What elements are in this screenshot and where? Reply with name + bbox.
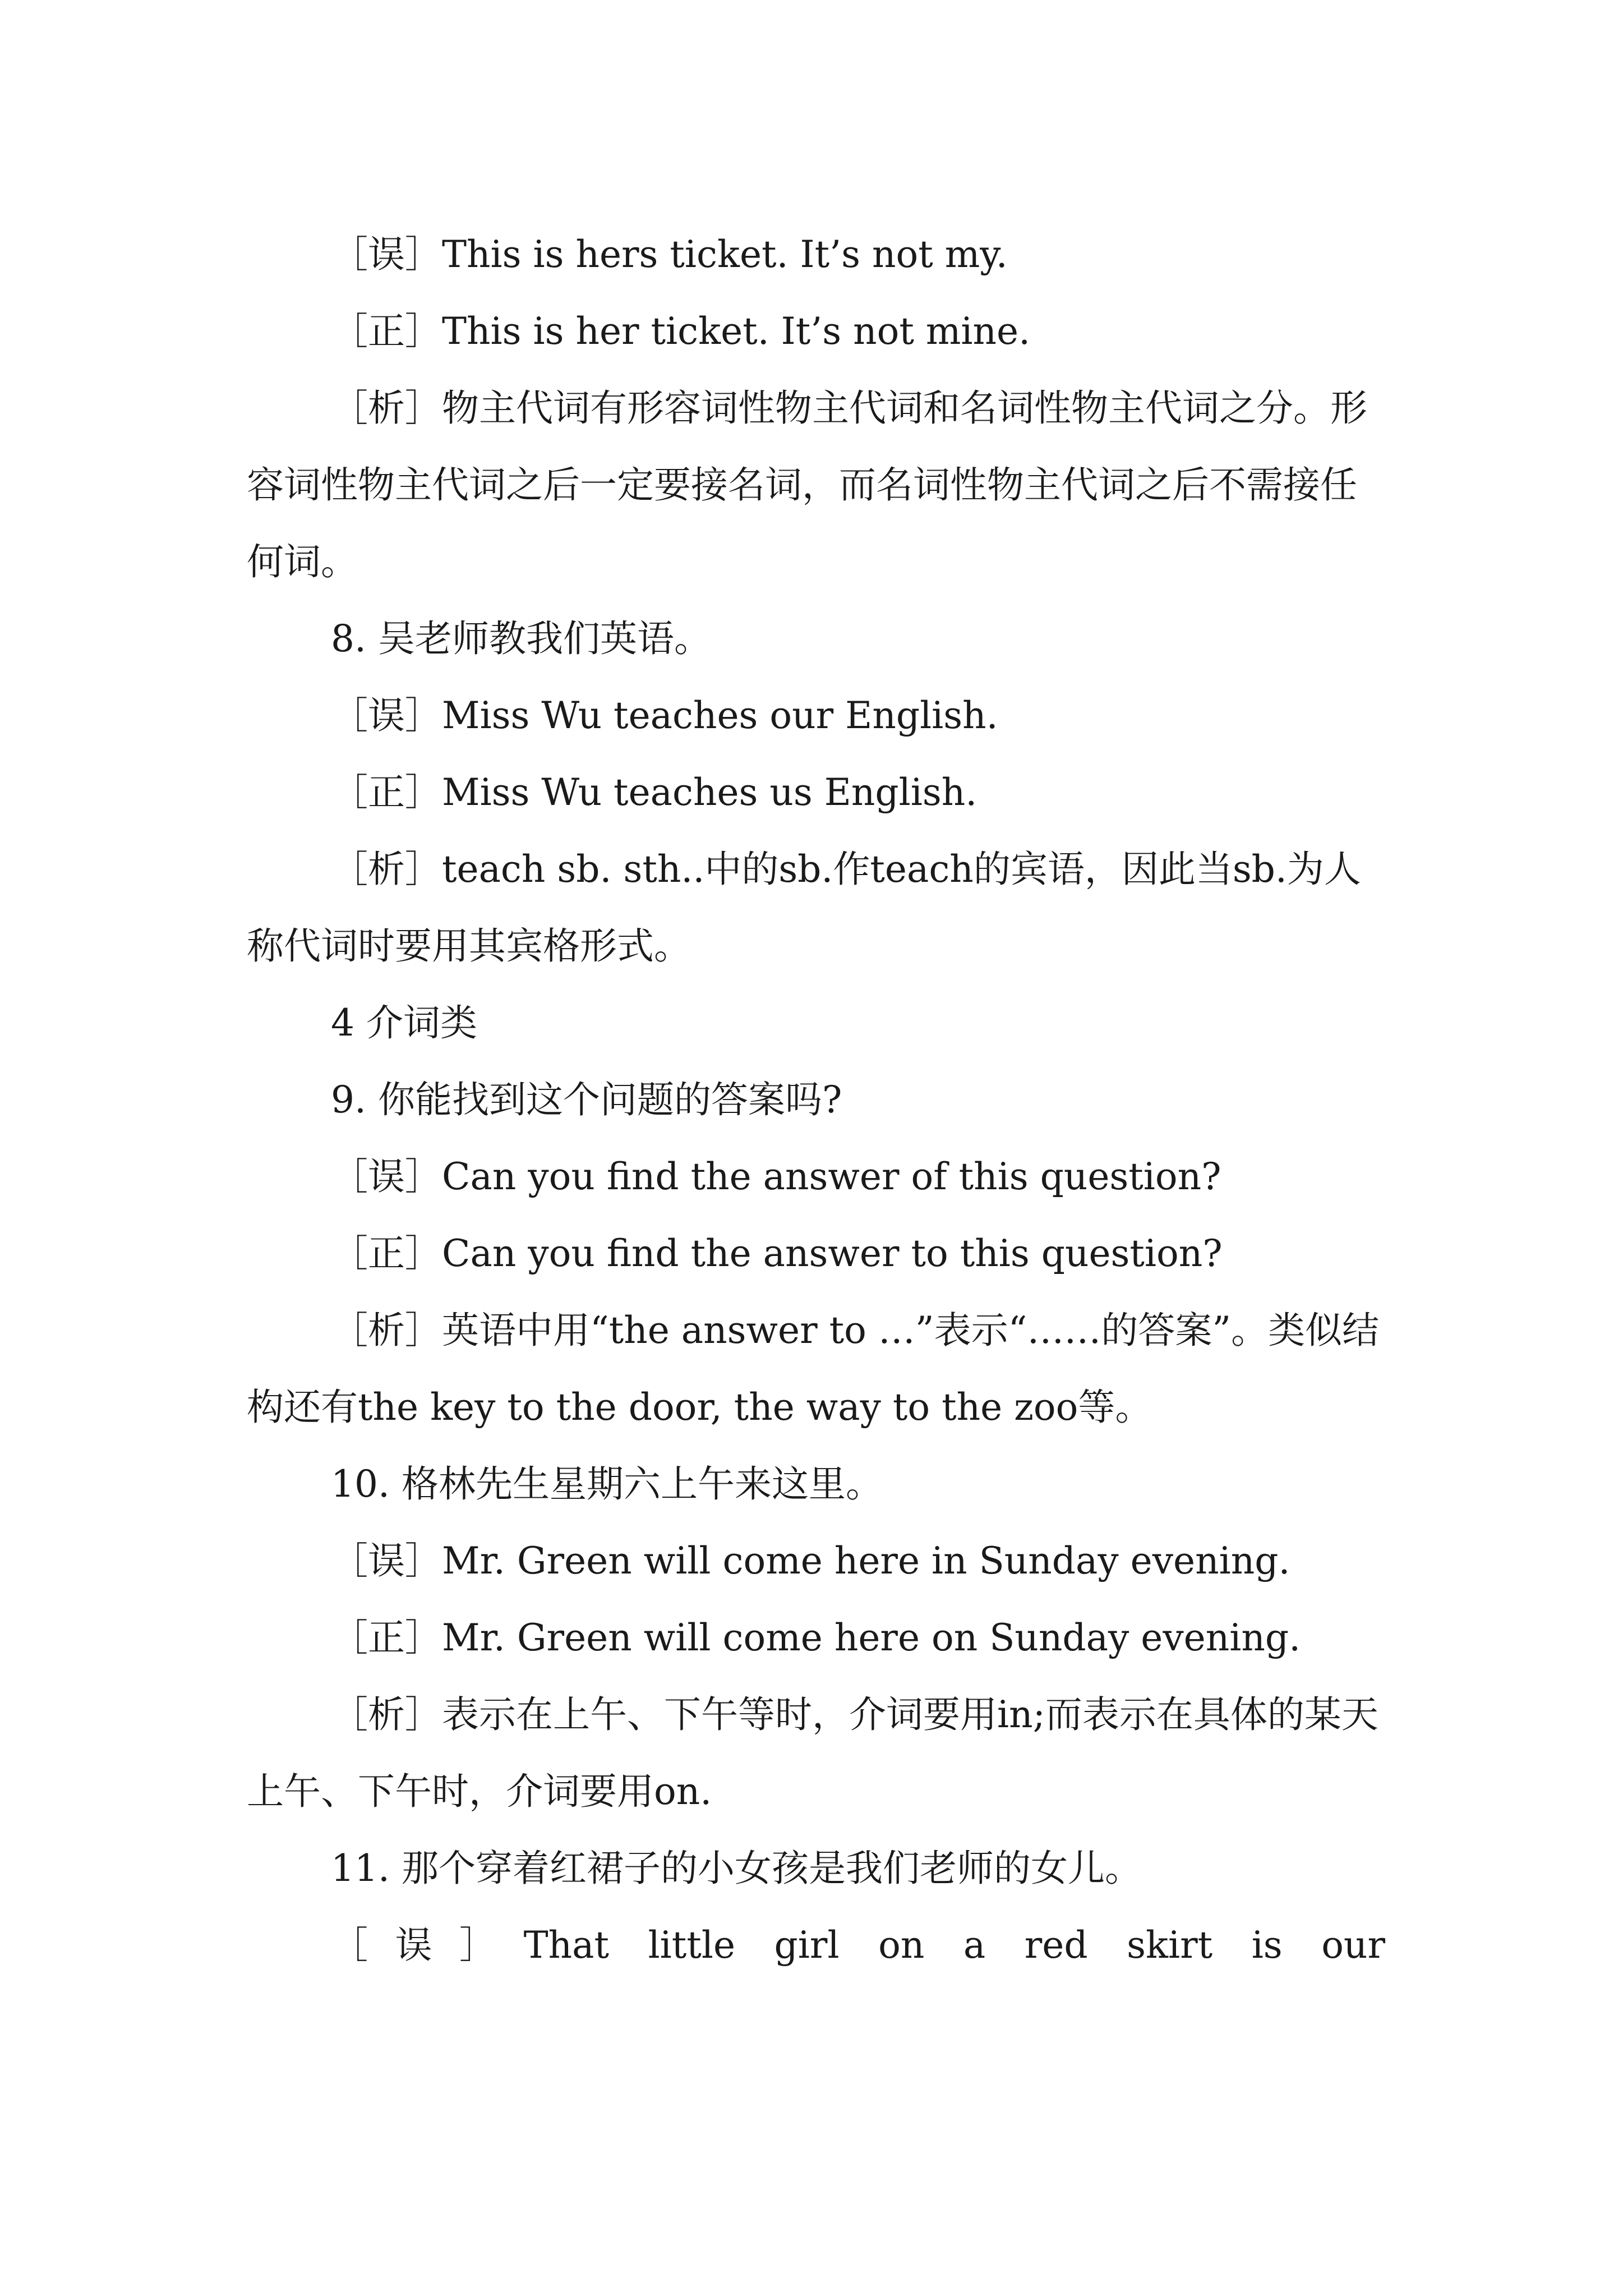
error-sentence-11: ［误］That little girl on a red skirt is our (331, 1924, 1385, 1967)
analysis-8: ［析］teach sb. sth..中的sb.作teach的宾语，因此当sb.为人称代词时要用其宾格形式。 (247, 848, 1361, 968)
correct-sentence-10: ［正］Mr. Green will come here on Sunday evening. (331, 1616, 1301, 1659)
analysis-9: ［析］英语中用“the answer to …”表示“……的答案”。类似结构还有the key to the door, the way to the zoo等。 (247, 1309, 1380, 1429)
error-sentence-10: ［误］Mr. Green will come here in Sunday evening. (331, 1539, 1290, 1582)
correct-sentence-7: ［正］This is her ticket. It’s not mine. (331, 310, 1031, 353)
error-sentence-7: ［误］This is hers ticket. It’s not my. (331, 233, 1008, 276)
error-sentence-8: ［误］Miss Wu teaches our English. (331, 694, 998, 737)
error-sentence-9: ［误］Can you find the answer of this question? (331, 1155, 1221, 1198)
analysis-10: ［析］表示在上午、下午等时，介词要用in;而表示在具体的某天上午、下午时，介词要用on. (247, 1693, 1378, 1813)
document-body (247, 216, 1385, 1984)
item-8-title: 8. 吴老师教我们英语。 (331, 617, 711, 660)
item-11-title: 11. 那个穿着红裙子的小女孩是我们老师的女儿。 (331, 1847, 1142, 1890)
item-10-title: 10. 格林先生星期六上午来这里。 (331, 1462, 883, 1506)
section-heading-prepositions: 4 介词类 (331, 1001, 477, 1045)
correct-sentence-9: ［正］Can you find the answer to this question? (331, 1232, 1223, 1275)
analysis-7: ［析］物主代词有形容词性物主代词和名词性物主代词之分。形容词性物主代词之后一定要接名词，而名词性物主代词之后不需接任何词。 (247, 386, 1367, 583)
item-9-title: 9. 你能找到这个问题的答案吗? (331, 1078, 842, 1121)
correct-sentence-8: ［正］Miss Wu teaches us English. (331, 771, 978, 814)
